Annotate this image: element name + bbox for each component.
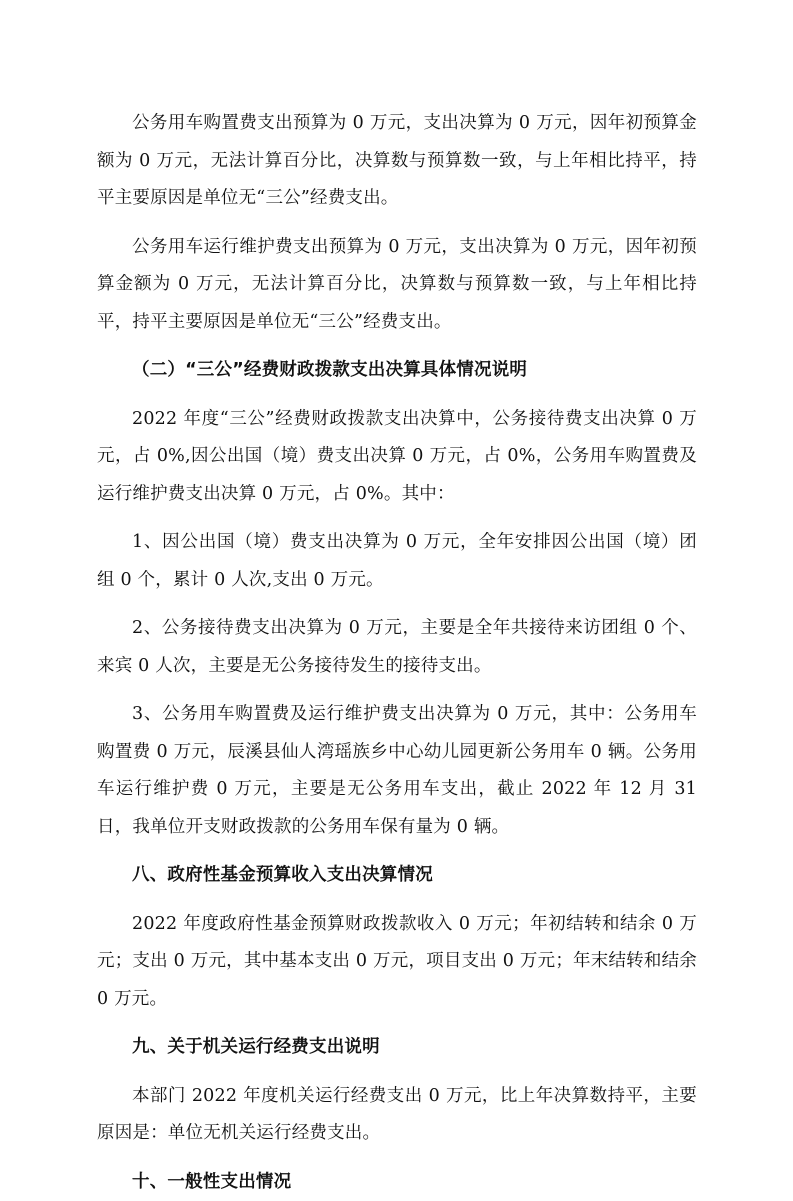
- paragraph-vehicles: 3、公务用车购置费及运行维护费支出决算为 0 万元，其中：公务用车购置费 0 万元，辰溪县仙人湾瑶族乡中心幼儿园更新公务用车 0 辆。公务用车运行维护费 0 万元，主要是无公务用车支出，截止 2022 年 12 月 31 日，我单位开支财政拨款的公务用车保有量为 0 辆。: [97, 696, 697, 846]
- document-body: [97, 105, 697, 1201]
- paragraph-government-fund: 2022 年度政府性基金预算财政拨款收入 0 万元；年初结转和结余 0 万元；支出 0 万元，其中基本支出 0 万元，项目支出 0 万元；年末结转和结余 0 万元。: [97, 906, 697, 1019]
- paragraph-reception: 2、公务接待费支出决算为 0 万元，主要是全年共接待来访团组 0 个、来宾 0 人次，主要是无公务接待发生的接待支出。: [97, 610, 697, 685]
- section-heading-government-fund: 八、政府性基金预算收入支出决算情况: [97, 857, 697, 895]
- section-heading-general-expenditure: 十、一般性支出情况: [97, 1164, 697, 1201]
- paragraph-three-public-summary: 2022 年度“三公”经费财政拨款支出决算中，公务接待费支出决算 0 万元，占 0%,因公出国（境）费支出决算 0 万元，占 0%，公务用车购置费及运行维护费支出决算 0 万元，占 0%。其中：: [97, 401, 697, 514]
- paragraph-operating-expenses: 本部门 2022 年度机关运行经费支出 0 万元，比上年决算数持平，主要原因是：单位无机关运行经费支出。: [97, 1078, 697, 1153]
- paragraph-overseas-trips: 1、因公出国（境）费支出决算为 0 万元，全年安排因公出国（境）团组 0 个，累计 0 人次,支出 0 万元。: [97, 524, 697, 599]
- section-heading-three-public-details: （二）“三公”经费财政拨款支出决算具体情况说明: [97, 352, 697, 390]
- section-heading-operating-expenses: 九、关于机关运行经费支出说明: [97, 1029, 697, 1067]
- paragraph-vehicle-maintenance: 公务用车运行维护费支出预算为 0 万元，支出决算为 0 万元，因年初预算金额为 0 万元，无法计算百分比，决算数与预算数一致，与上年相比持平，持平主要原因是单位无“三公”经费支出。: [97, 229, 697, 342]
- paragraph-vehicle-purchase: 公务用车购置费支出预算为 0 万元，支出决算为 0 万元，因年初预算金额为 0 万元，无法计算百分比，决算数与预算数一致，与上年相比持平，持平主要原因是单位无“三公”经费支出。: [97, 105, 697, 218]
